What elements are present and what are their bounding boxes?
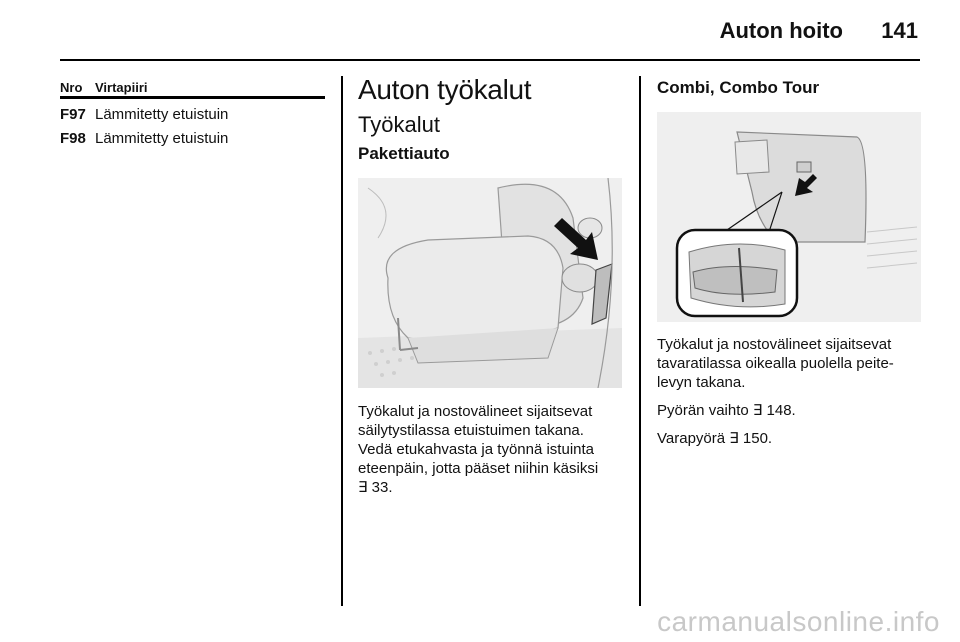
page-reference: Varapyörä ∃ 150. bbox=[657, 430, 773, 447]
header-section-title: Auton hoito bbox=[719, 18, 843, 43]
fuse-number: F98 bbox=[60, 130, 86, 147]
chapter-title: Auton työkalut bbox=[358, 74, 532, 105]
table-row bbox=[60, 101, 325, 123]
fuse-header-number: Nro bbox=[60, 80, 83, 95]
paragraph-line: Työkalut ja nostovälineet sijaitsevat bbox=[358, 403, 593, 420]
fuse-circuit: Lämmitetty etuistuin bbox=[95, 106, 229, 123]
column-divider-left bbox=[341, 76, 343, 606]
page-number: 141 bbox=[881, 18, 918, 43]
paragraph-line: tavaratilassa oikealla puolella peite- bbox=[657, 355, 894, 372]
fuse-table-header bbox=[60, 80, 325, 99]
paragraph-line: eteenpäin, jotta pääset niihin käsiksi bbox=[358, 460, 599, 477]
right-column bbox=[657, 78, 921, 448]
table-row bbox=[60, 125, 325, 147]
fuse-table bbox=[60, 80, 325, 147]
middle-column bbox=[358, 74, 624, 497]
column-divider-right bbox=[639, 76, 641, 606]
section-heading: Pakettiauto bbox=[358, 144, 450, 163]
middle-paragraph bbox=[358, 402, 624, 497]
seat-storage-illustration bbox=[358, 178, 622, 388]
page-header bbox=[0, 0, 960, 60]
right-paragraph bbox=[657, 335, 921, 392]
header-rule bbox=[60, 59, 920, 61]
paragraph-line: levyn takana. bbox=[657, 374, 746, 391]
watermark: carmanualsonline.info bbox=[657, 606, 940, 637]
paragraph-line: Työkalut ja nostovälineet sijaitsevat bbox=[657, 336, 892, 353]
chapter-subtitle: Työkalut bbox=[358, 112, 440, 137]
page-reference: Pyörän vaihto ∃ 148. bbox=[657, 402, 796, 419]
page-reference: ∃ 33. bbox=[358, 479, 393, 496]
fuse-header-circuit: Virtapiiri bbox=[95, 80, 148, 95]
paragraph-line: säilytystilassa etuistuimen takana. bbox=[358, 422, 584, 439]
section-heading: Combi, Combo Tour bbox=[657, 78, 820, 97]
fuse-number: F97 bbox=[60, 106, 86, 123]
fuse-circuit: Lämmitetty etuistuin bbox=[95, 130, 229, 147]
paragraph-line: Vedä etukahvasta ja työnnä istuinta bbox=[358, 441, 595, 458]
cargo-storage-illustration bbox=[657, 112, 921, 322]
